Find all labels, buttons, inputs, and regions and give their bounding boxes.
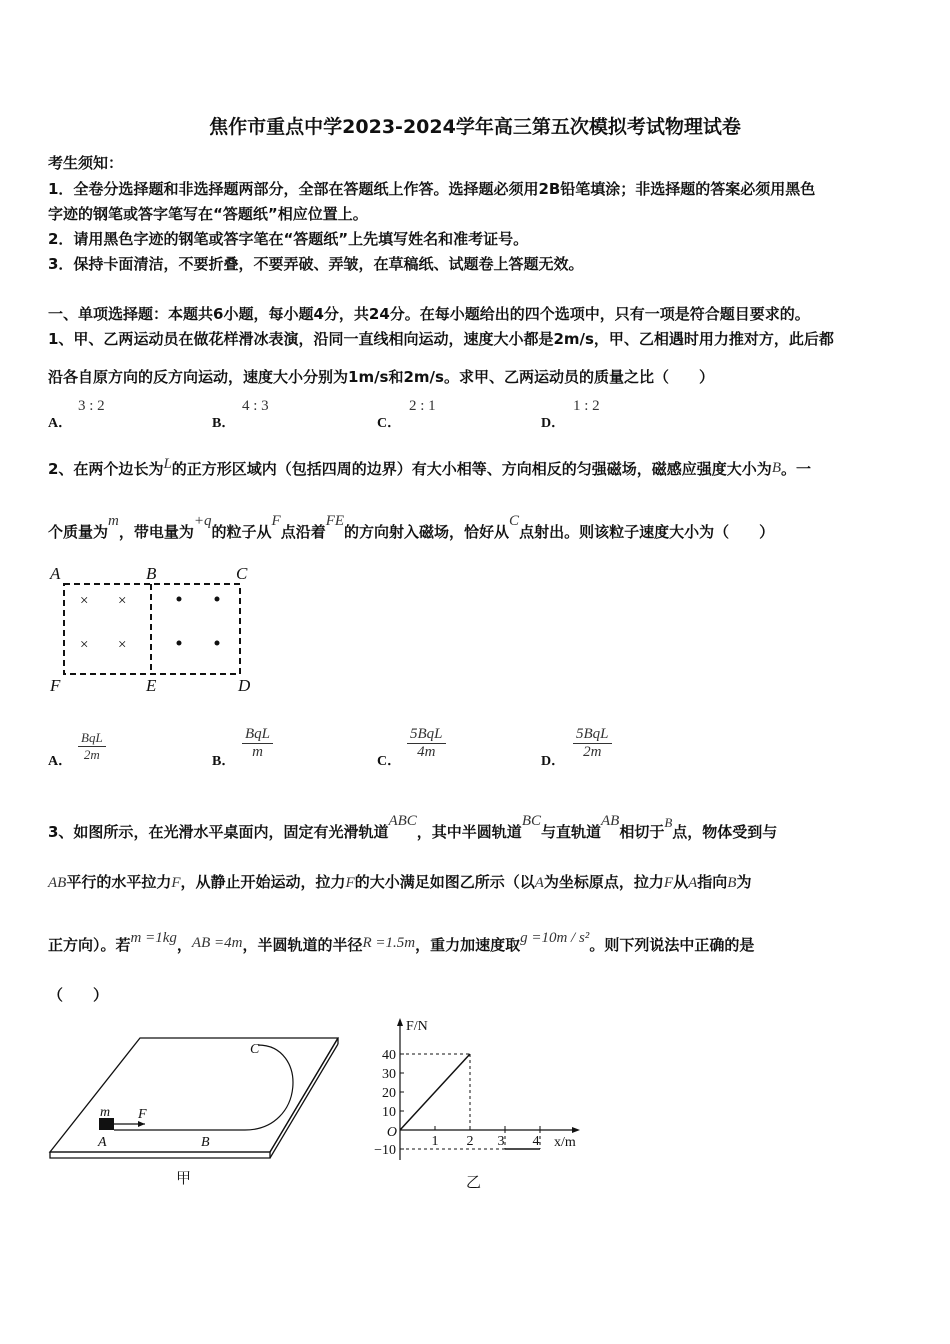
q2-option-c-label: C． — [377, 754, 402, 769]
svg-text:×: × — [80, 637, 89, 653]
page-title: 焦作市重点中学2023-2024学年高三第五次模拟考试物理试卷 — [209, 116, 741, 138]
table-top-surface — [50, 1038, 338, 1152]
figure-caption-jia: 甲 — [176, 1169, 192, 1187]
x-tick-label: 1 — [431, 1134, 439, 1149]
q2-option-b-fraction: BqL m — [242, 726, 273, 761]
y-axis-label: F/N — [406, 1019, 428, 1034]
svg-text:×: × — [80, 593, 89, 609]
notice-item: 2．请用黑色字迹的钢笔或答字笔在“答题纸”上先填写姓名和准考证号。 — [48, 230, 529, 248]
x-tick-label: 3 — [497, 1134, 505, 1149]
notice-heading: 考生须知： — [48, 154, 124, 172]
q3-text-line2: AB平行的水平拉力F，从静止开始运动，拉力F的大小满足如图乙所示（以A为坐标原点，拉力F从A指向B为 — [48, 873, 752, 891]
y-tick-label: 30 — [382, 1067, 396, 1082]
q2-text-line2: 个质量为m，带电量为+q的粒子从F点沿着FE的方向射入磁场，恰好从C点射出。则该粒子速度大小为（ ） — [48, 513, 775, 541]
label-b: B — [201, 1135, 210, 1150]
x-tick-label: 4 — [532, 1134, 540, 1149]
q2-option-a-fraction: BqL 2m — [78, 730, 106, 763]
label-c: C — [250, 1042, 260, 1057]
field-out-of-page-marks — [177, 597, 220, 646]
y-tick-label: −10 — [374, 1143, 396, 1158]
q3-figure-jia — [40, 1030, 350, 1195]
q2-magnetic-field-figure — [44, 560, 264, 700]
q1-text-line1: 1、甲、乙两运动员在做花样滑冰表演，沿同一直线相向运动，速度大小都是2m/s，甲、乙相遇时用力推对方，此后都 — [48, 330, 834, 348]
svg-text:×: × — [118, 637, 127, 653]
q1-option-a-label: A． — [48, 416, 73, 431]
figure-caption-yi: 乙 — [466, 1173, 482, 1191]
q2-option-a-label: A． — [48, 754, 73, 769]
notice-item: 字迹的钢笔或答字笔写在“答题纸”相应位置上。 — [48, 205, 368, 223]
point-label-c: C — [236, 564, 248, 583]
q2-option-c-fraction: 5BqL 4m — [407, 726, 446, 761]
y-axis-arrow — [397, 1018, 403, 1026]
q1-option-b-value: 4 : 3 — [242, 398, 269, 414]
force-line-rising — [400, 1054, 470, 1130]
q1-text-line2: 沿各自原方向的反方向运动，速度大小分别为1m/s和2m/s。求甲、乙两运动员的质量之比（ ） — [48, 368, 714, 386]
x-tick-label: 2 — [466, 1134, 474, 1149]
table-side-line — [270, 1044, 338, 1158]
q3-figure-yi — [360, 1012, 600, 1197]
q2-option-d-fraction: 5BqL 2m — [573, 726, 612, 761]
label-m: m — [100, 1105, 111, 1120]
q2-option-d-label: D． — [541, 754, 566, 769]
q2-option-b-label: B． — [212, 754, 236, 769]
x-axis-label: x/m — [554, 1135, 576, 1150]
label-f: F — [138, 1107, 147, 1122]
field-into-page-marks — [80, 593, 126, 653]
x-axis-arrow — [572, 1127, 580, 1133]
q3-text-line1: 3、如图所示，在光滑水平桌面内，固定有光滑轨道ABC，其中半圆轨道BC与直轨道AB相切于B点，物体受到与 — [48, 813, 778, 841]
table-edge — [50, 1152, 270, 1158]
point-label-f: F — [50, 676, 61, 695]
q1-option-d-value: 1 : 2 — [573, 398, 600, 414]
origin-label: O — [386, 1125, 397, 1140]
y-tick-label: 20 — [382, 1086, 396, 1101]
label-a: A — [98, 1135, 107, 1150]
point-label-e: E — [146, 676, 157, 695]
table-side-line — [270, 1038, 338, 1152]
point-label-b: B — [146, 564, 157, 583]
q3-text-line3: 正方向）。若m =1kg，AB =4m，半圆轨道的半径R =1.5m，重力加速度取g =10m / s²。则下列说法中正确的是 — [48, 930, 755, 954]
q1-option-a-value: 3 : 2 — [78, 398, 105, 414]
svg-text:×: × — [118, 593, 127, 609]
q1-option-c-label: C． — [377, 416, 402, 431]
q1-option-d-label: D． — [541, 416, 566, 431]
q2-text-line1: 2、在两个边长为L的正方形区域内（包括四周的边界）有大小相等、方向相反的匀强磁场，磁感应强度大小为B。一 — [48, 456, 811, 478]
y-tick-label: 40 — [382, 1048, 396, 1063]
notice-item: 1．全卷分选择题和非选择题两部分，全部在答题纸上作答。选择题必须用2B铅笔填涂；非选择题的答案必须用黑色 — [48, 180, 816, 198]
q1-option-c-value: 2 : 1 — [409, 398, 436, 414]
point-label-a: A — [50, 564, 61, 583]
semicircle-track-bc — [245, 1045, 293, 1130]
q3-text-line4: （ ） — [48, 986, 109, 1004]
point-label-d: D — [238, 676, 251, 695]
y-tick-label: 10 — [382, 1105, 396, 1120]
section-heading: 一、单项选择题：本题共6小题，每小题4分，共24分。在每小题给出的四个选项中，只有一项是符合题目要求的。 — [48, 305, 810, 323]
notice-item: 3．保持卡面清洁，不要折叠，不要弄破、弄皱，在草稿纸、试题卷上答题无效。 — [48, 255, 584, 273]
q1-option-b-label: B． — [212, 416, 236, 431]
